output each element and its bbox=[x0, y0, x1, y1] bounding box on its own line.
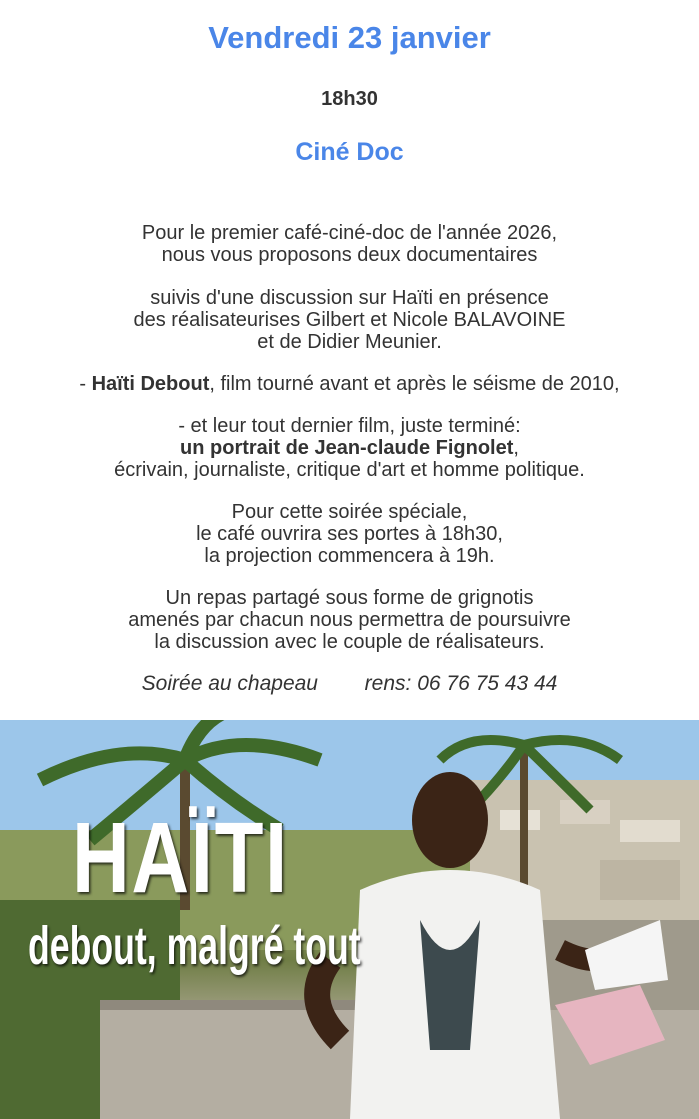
hat-note: Soirée au chapeau bbox=[141, 672, 318, 695]
meal-line: amenés par chacun nous permettra de poursuivre bbox=[128, 609, 571, 631]
intro-paragraph bbox=[0, 222, 699, 266]
intro-line: nous vous proposons deux documentaires bbox=[161, 244, 538, 266]
schedule-paragraph bbox=[0, 501, 699, 567]
discussion-line: et de Didier Meunier. bbox=[257, 331, 442, 353]
footer-info bbox=[0, 671, 699, 697]
film2-description: écrivain, journaliste, critique d'art et homme politique. bbox=[114, 459, 585, 481]
film1-description: , film tourné avant et après le séisme de 2010, bbox=[209, 373, 620, 395]
film-poster-image bbox=[0, 720, 699, 1119]
film2-intro: - et leur tout dernier film, juste terminé: bbox=[178, 415, 521, 437]
intro-line: Pour le premier café-ciné-doc de l'année 2026, bbox=[141, 222, 558, 244]
schedule-line: Pour cette soirée spéciale, bbox=[231, 501, 468, 523]
event-date-title: Vendredi 23 janvier bbox=[208, 20, 491, 55]
poster-title: HAÏTI bbox=[72, 802, 289, 914]
discussion-paragraph bbox=[0, 287, 699, 353]
meal-paragraph bbox=[0, 587, 699, 653]
discussion-line: suivis d'une discussion sur Haïti en présence bbox=[150, 287, 549, 309]
schedule-line: le café ouvrira ses portes à 18h30, bbox=[196, 523, 503, 545]
poster-subtitle: debout, malgré tout bbox=[28, 916, 361, 976]
meal-line: la discussion avec le couple de réalisateurs. bbox=[154, 631, 545, 653]
event-series-title: Ciné Doc bbox=[295, 138, 404, 166]
meal-line: Un repas partagé sous forme de grignotis bbox=[165, 587, 534, 609]
film2-title: un portrait de Jean-claude Fignolet bbox=[180, 437, 514, 459]
schedule-line: la projection commencera à 19h. bbox=[204, 545, 495, 567]
contact-phone: rens: 06 76 75 43 44 bbox=[364, 672, 558, 695]
film2-paragraph bbox=[0, 415, 699, 481]
film1-paragraph bbox=[0, 373, 699, 395]
event-time: 18h30 bbox=[321, 88, 378, 110]
film1-title: Haïti Debout bbox=[91, 373, 210, 395]
film2-title-suffix: , bbox=[513, 437, 519, 459]
film1-prefix: - bbox=[79, 373, 92, 395]
discussion-line: des réalisateurises Gilbert et Nicole BALAVOINE bbox=[133, 309, 566, 331]
